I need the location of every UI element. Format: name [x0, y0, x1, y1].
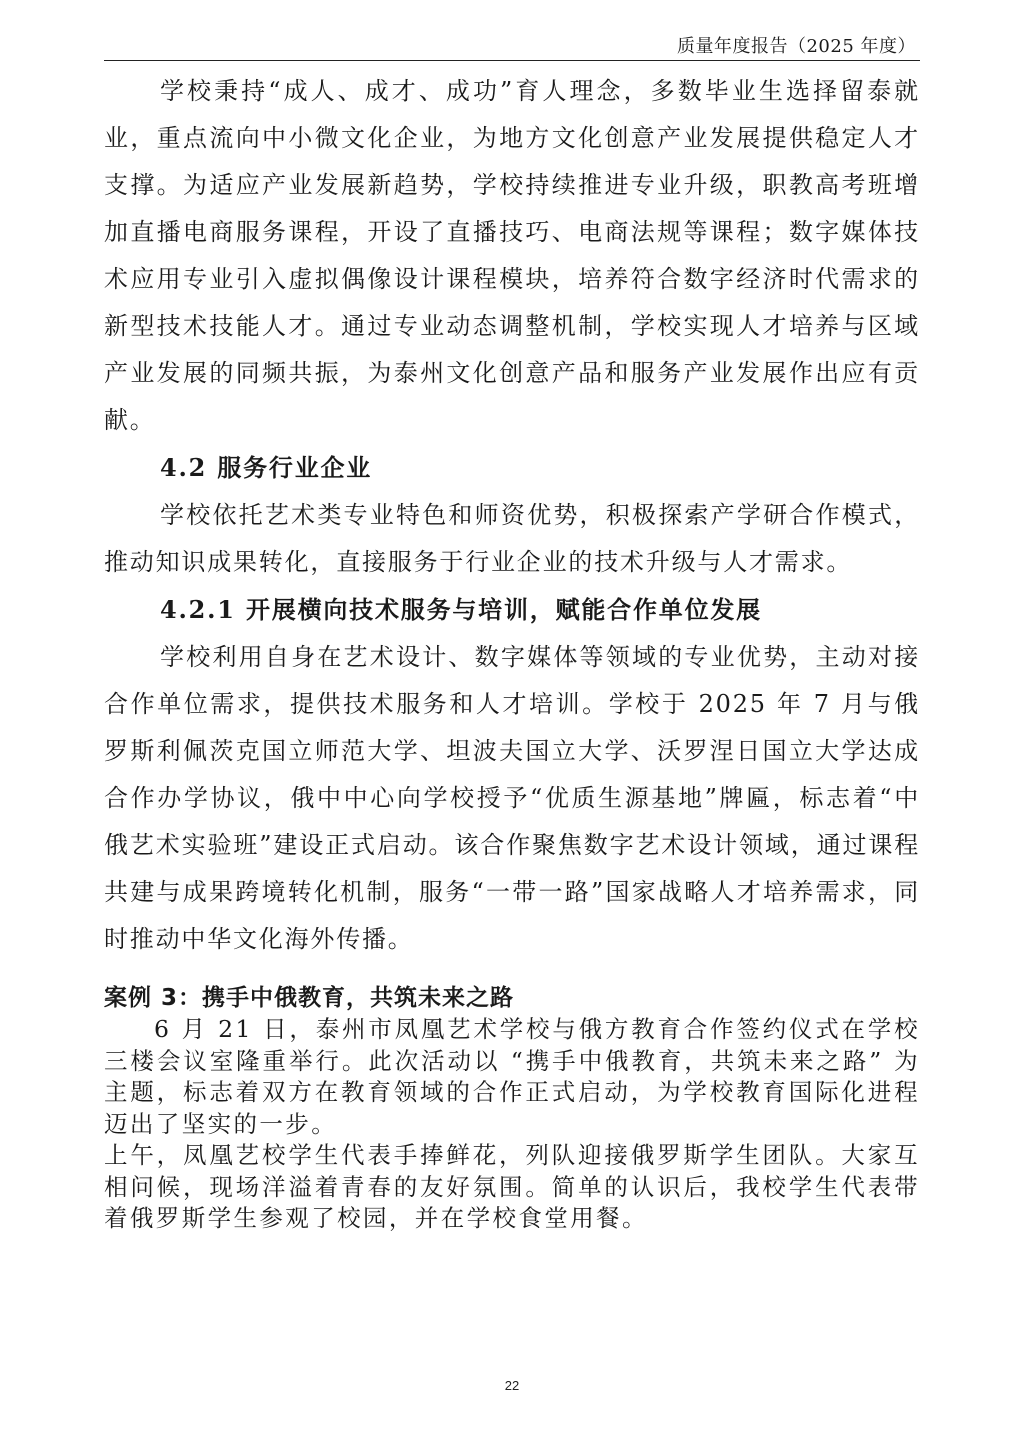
paragraph-technical-service: 学校利用自身在艺术设计、数字媒体等领域的专业优势，主动对接合作单位需求，提供技术服务和人才培训。学校于 2025 年 7 月与俄罗斯利佩茨克国立师范大学、坦波夫国立大学、沃罗涅日国立大学达成合作办学协议，俄中中心向学校授予“优质生源基地”牌匾，标志着“中俄艺术实验班”建设正式启动。该合作聚焦数字艺术设计领域，通过课程共建与成果跨境转化机制，服务“一带一路”国家战略人才培养需求，同时推动中华文化海外传播。: [104, 643, 920, 953]
report-title: 质量年度报告（2025 年度）: [676, 36, 916, 57]
section-heading-4-2: 4.2 服务行业企业: [160, 453, 373, 482]
case-title: 案例 3：携手中俄教育，共筑未来之路: [104, 985, 515, 1011]
case-paragraph-welcome: 上午，凤凰艺校学生代表手捧鲜花，列队迎接俄罗斯学生团队。大家互相问候，现场洋溢着青春的友好氛围。简单的认识后，我校学生代表带着俄罗斯学生参观了校园，并在学校食堂用餐。: [104, 1141, 920, 1232]
subsection-heading-4-2-1: 4.2.1 开展横向技术服务与培训，赋能合作单位发展: [160, 595, 762, 624]
page-content: [104, 68, 920, 963]
case-paragraph-signing: 6 月 21 日，泰州市凤凰艺术学校与俄方教育合作签约仪式在学校三楼会议室隆重举行。此次活动以 “携手中俄教育，共筑未来之路” 为主题，标志着双方在教育领域的合作正式启动，为学校教育国际化进程迈出了坚实的一步。: [104, 1015, 920, 1138]
paragraph-talent-cultivation: 学校秉持“成人、成才、成功”育人理念，多数毕业生选择留泰就业，重点流向中小微文化企业，为地方文化创意产业发展提供稳定人才支撑。为适应产业发展新趋势，学校持续推进专业升级，职教高考班增加直播电商服务课程，开设了直播技巧、电商法规等课程；数字媒体技术应用专业引入虚拟偶像设计课程模块，培养符合数字经济时代需求的新型技术技能人才。通过专业动态调整机制，学校实现人才培养与区域产业发展的同频共振，为泰州文化创意产品和服务产业发展作出应有贡献。: [104, 77, 920, 434]
paragraph-industry-service: 学校依托艺术类专业特色和师资优势，积极探索产学研合作模式，推动知识成果转化，直接服务于行业企业的技术升级与人才需求。: [104, 501, 920, 576]
page-number: 22: [504, 1378, 520, 1393]
case-study: [104, 982, 920, 1235]
page-header: [104, 30, 920, 61]
